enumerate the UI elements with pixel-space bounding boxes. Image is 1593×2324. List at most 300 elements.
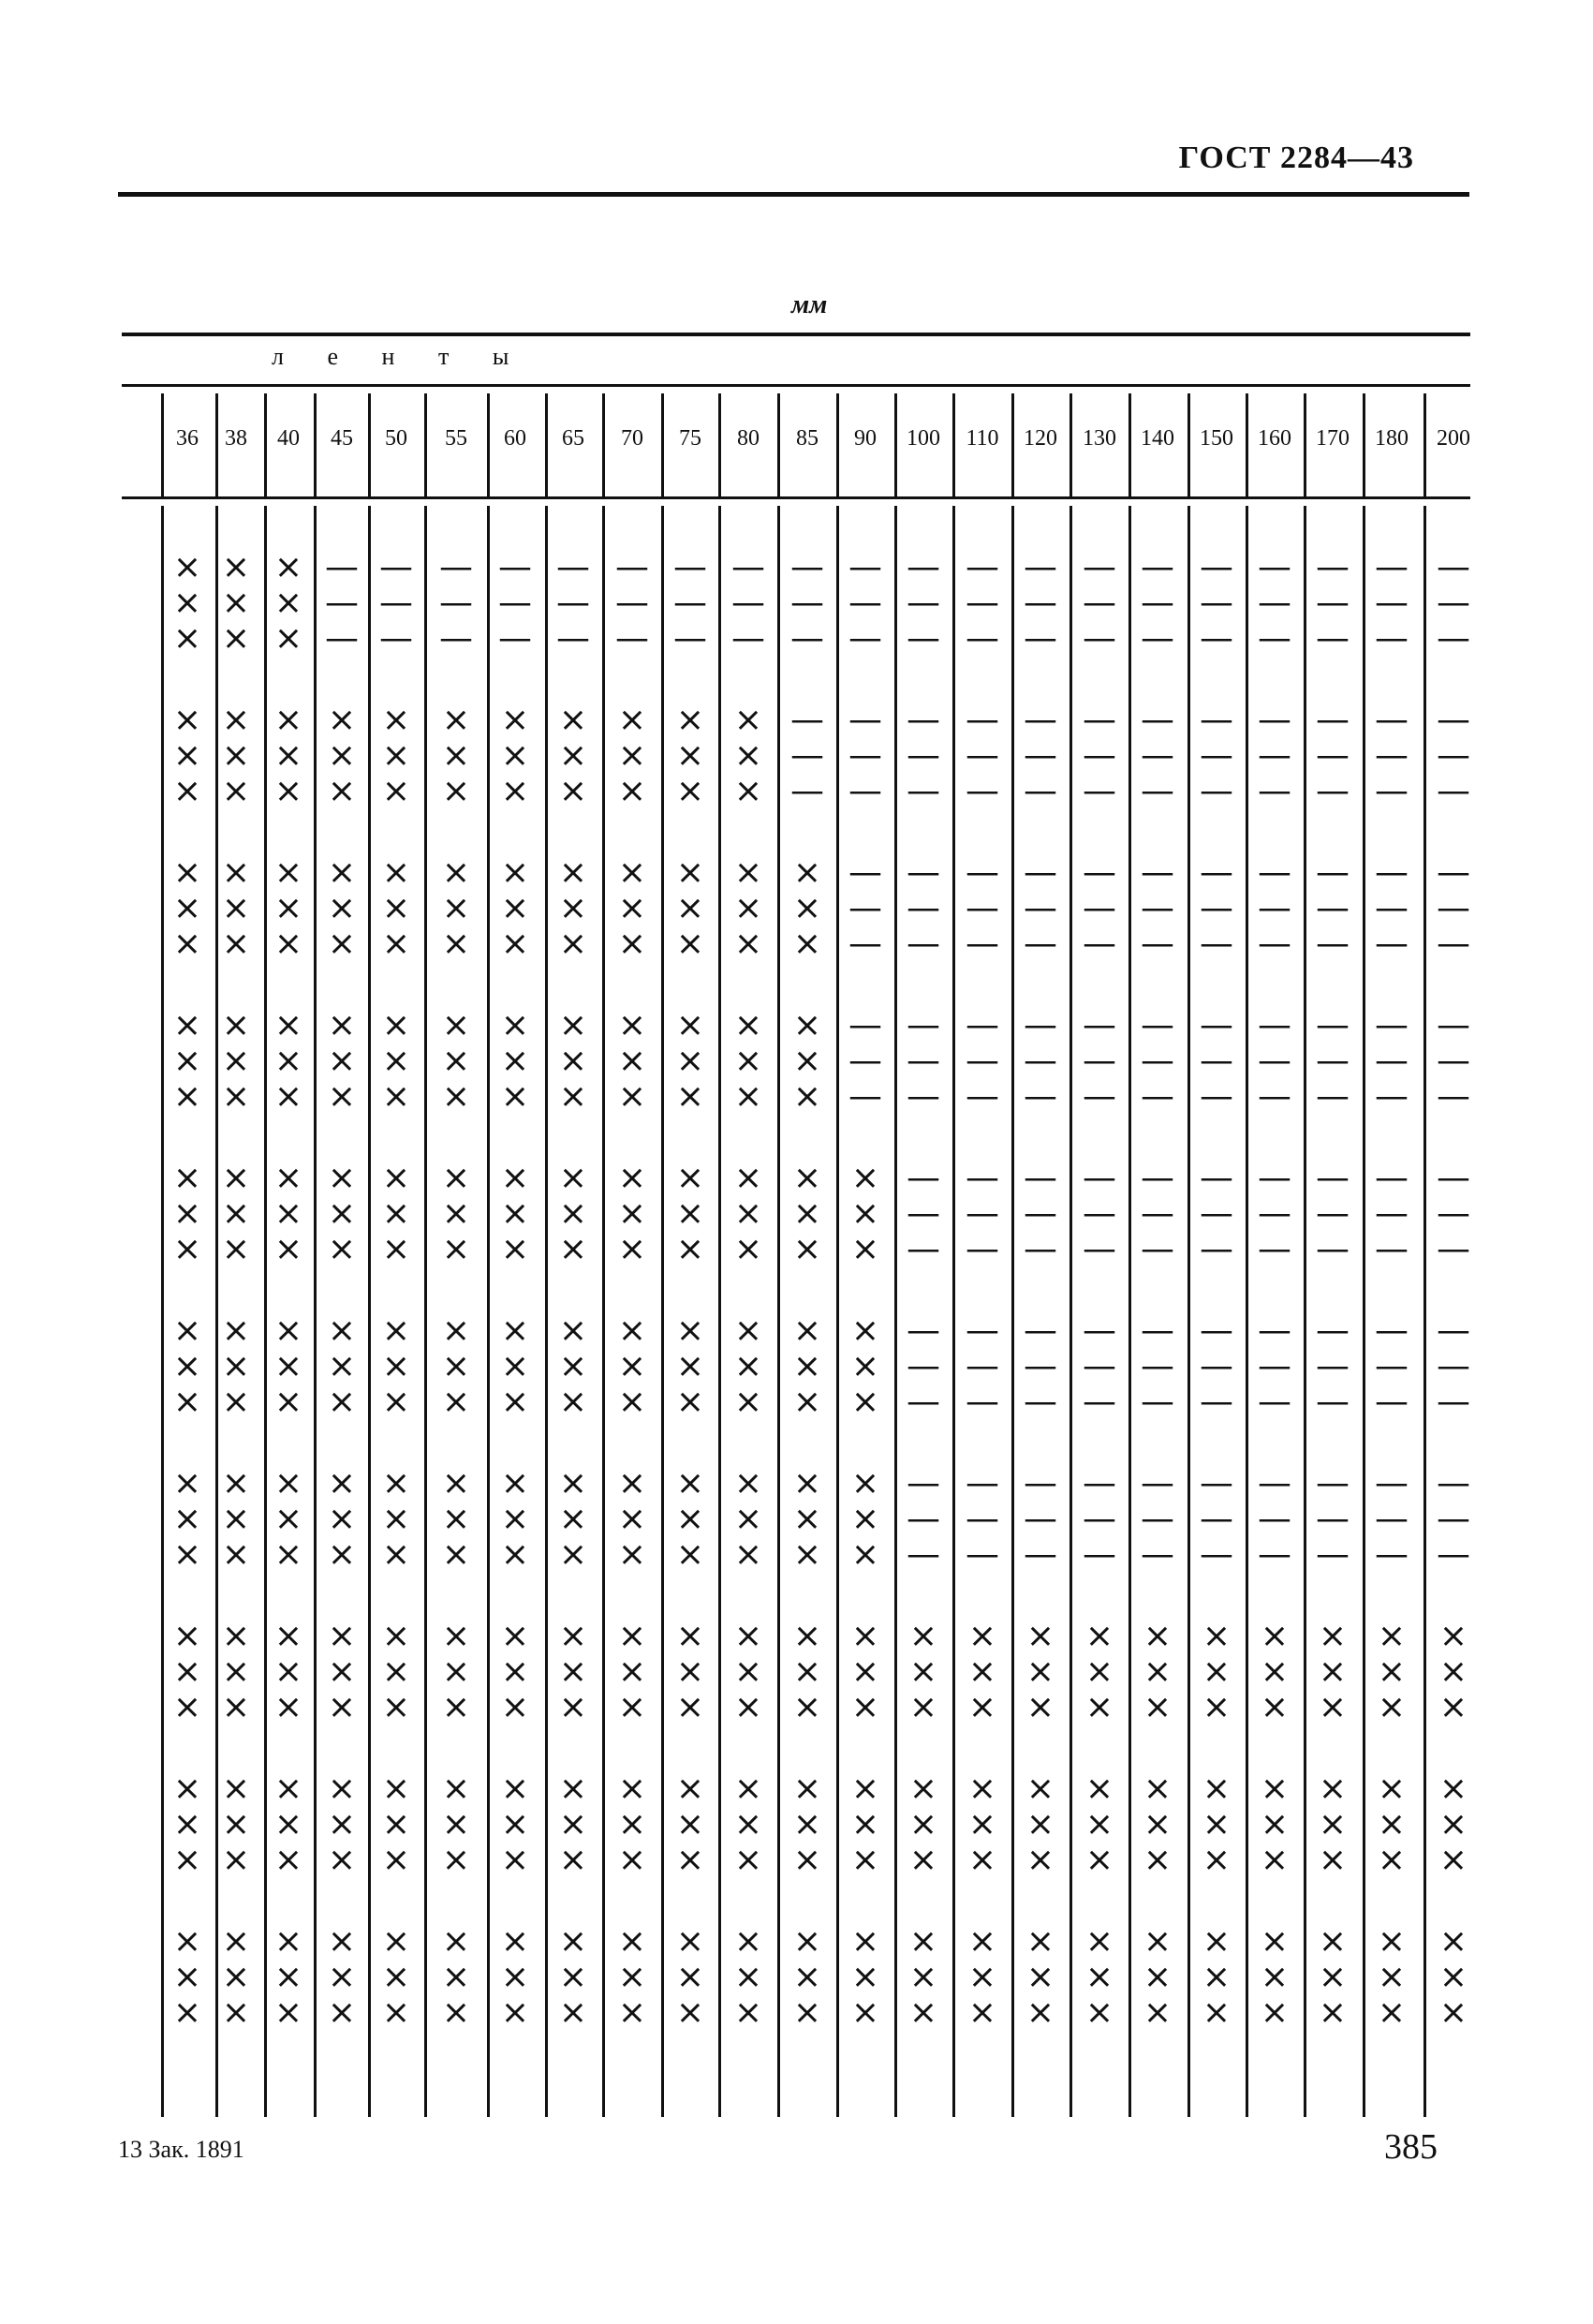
- cross-mark: ×: [327, 1688, 357, 1726]
- cross-mark: ×: [617, 1841, 647, 1879]
- dash-mark: —: [1200, 889, 1233, 927]
- dash-mark: —: [1083, 736, 1116, 775]
- cross-mark: ×: [1438, 1958, 1468, 1996]
- cross-mark: ×: [441, 1500, 471, 1538]
- cross-mark: ×: [172, 1383, 202, 1421]
- cross-mark: ×: [558, 1805, 588, 1843]
- cross-mark: ×: [441, 1383, 471, 1421]
- cross-mark: ×: [327, 889, 357, 927]
- cross-mark: ×: [500, 1230, 530, 1268]
- cross-mark: ×: [792, 889, 822, 927]
- cross-mark: ×: [792, 925, 822, 963]
- cross-mark: ×: [792, 1769, 822, 1808]
- cross-mark: ×: [381, 1464, 411, 1502]
- cross-mark: ×: [500, 1042, 530, 1080]
- cross-mark: ×: [221, 1311, 251, 1350]
- dash-mark: —: [1141, 853, 1174, 892]
- dash-mark: —: [966, 772, 999, 810]
- dash-mark: —: [848, 853, 882, 892]
- dash-mark: —: [731, 584, 765, 622]
- dash-mark: —: [1141, 1383, 1174, 1421]
- column-divider: [368, 506, 371, 2117]
- cross-mark: ×: [327, 772, 357, 810]
- cross-mark: ×: [221, 1688, 251, 1726]
- dash-mark: —: [1316, 1077, 1350, 1116]
- cross-mark: ×: [1377, 1958, 1407, 1996]
- cross-mark: ×: [733, 1347, 763, 1385]
- dash-mark: —: [1258, 736, 1291, 775]
- cross-mark: ×: [221, 1805, 251, 1843]
- cross-mark: ×: [1143, 1958, 1173, 1996]
- dash-mark: —: [848, 1006, 882, 1044]
- dash-mark: —: [790, 772, 824, 810]
- cross-mark: ×: [327, 1347, 357, 1385]
- cross-mark: ×: [733, 1993, 763, 2032]
- cross-mark: ×: [733, 889, 763, 927]
- cross-mark: ×: [850, 1535, 880, 1574]
- cross-mark: ×: [1318, 1769, 1348, 1808]
- column-heading-140: 140: [1141, 426, 1174, 451]
- cross-mark: ×: [733, 1841, 763, 1879]
- column-divider: [545, 506, 548, 2117]
- cross-mark: ×: [500, 1464, 530, 1502]
- cross-mark: ×: [381, 1006, 411, 1044]
- cross-mark: ×: [327, 1993, 357, 2032]
- cross-mark: ×: [273, 1922, 303, 1961]
- dash-mark: —: [907, 1383, 940, 1421]
- dash-mark: —: [1437, 1383, 1470, 1421]
- dash-mark: —: [1258, 1006, 1291, 1044]
- dash-mark: —: [1437, 1077, 1470, 1116]
- cross-mark: ×: [221, 1958, 251, 1996]
- cross-mark: ×: [221, 889, 251, 927]
- dash-mark: —: [848, 1077, 882, 1116]
- cross-mark: ×: [908, 1617, 938, 1655]
- column-divider: [487, 506, 490, 2117]
- cross-mark: ×: [1143, 1769, 1173, 1808]
- header-row-bottom-rule: [122, 496, 1470, 499]
- cross-mark: ×: [1025, 1688, 1055, 1726]
- cross-mark: ×: [381, 889, 411, 927]
- cross-mark: ×: [381, 1769, 411, 1808]
- dash-mark: —: [790, 548, 824, 586]
- dash-mark: —: [1083, 1042, 1116, 1080]
- dash-mark: —: [673, 584, 707, 622]
- cross-mark: ×: [1260, 1958, 1290, 1996]
- cross-mark: ×: [327, 1194, 357, 1233]
- cross-mark: ×: [273, 1617, 303, 1655]
- cross-mark: ×: [850, 1805, 880, 1843]
- dash-mark: —: [1437, 925, 1470, 963]
- cross-mark: ×: [1260, 1993, 1290, 2032]
- header-rule: [118, 192, 1469, 197]
- cross-mark: ×: [500, 1805, 530, 1843]
- cross-mark: ×: [675, 1769, 705, 1808]
- dash-mark: —: [1200, 1006, 1233, 1044]
- column-divider: [1363, 506, 1365, 2117]
- cross-mark: ×: [273, 1841, 303, 1879]
- cross-mark: ×: [441, 1535, 471, 1574]
- cross-mark: ×: [558, 853, 588, 892]
- cross-mark: ×: [617, 1652, 647, 1691]
- group-letter: л: [272, 343, 284, 370]
- dash-mark: —: [1437, 772, 1470, 810]
- cross-mark: ×: [617, 1194, 647, 1233]
- column-heading-110: 110: [966, 426, 999, 451]
- dash-mark: —: [1083, 701, 1116, 739]
- cross-mark: ×: [273, 1006, 303, 1044]
- cross-mark: ×: [500, 1006, 530, 1044]
- column-divider: [1423, 506, 1426, 2117]
- cross-mark: ×: [1318, 1922, 1348, 1961]
- cross-mark: ×: [1318, 1958, 1348, 1996]
- cross-mark: ×: [1202, 1688, 1232, 1726]
- cross-mark: ×: [558, 1383, 588, 1421]
- cross-mark: ×: [850, 1652, 880, 1691]
- column-heading-150: 150: [1200, 426, 1233, 451]
- cross-mark: ×: [273, 925, 303, 963]
- dash-mark: —: [1024, 1311, 1057, 1350]
- cross-mark: ×: [1318, 1652, 1348, 1691]
- cross-mark: ×: [617, 853, 647, 892]
- column-divider: [264, 506, 267, 2117]
- cross-mark: ×: [500, 1347, 530, 1385]
- dash-mark: —: [1437, 1535, 1470, 1574]
- cross-mark: ×: [558, 1652, 588, 1691]
- dash-mark: —: [1258, 772, 1291, 810]
- dash-mark: —: [907, 1077, 940, 1116]
- dash-mark: —: [1437, 1042, 1470, 1080]
- cross-mark: ×: [221, 1652, 251, 1691]
- dash-mark: —: [1316, 584, 1350, 622]
- cross-mark: ×: [273, 548, 303, 586]
- cross-mark: ×: [1025, 1769, 1055, 1808]
- dash-mark: —: [1316, 1159, 1350, 1197]
- dash-mark: —: [1316, 1464, 1350, 1502]
- cross-mark: ×: [221, 1617, 251, 1655]
- cross-mark: ×: [558, 1993, 588, 2032]
- column-divider: [952, 506, 955, 2117]
- cross-mark: ×: [221, 1841, 251, 1879]
- cross-mark: ×: [792, 1652, 822, 1691]
- cross-mark: ×: [1143, 1922, 1173, 1961]
- cross-mark: ×: [967, 1922, 997, 1961]
- cross-mark: ×: [675, 772, 705, 810]
- cross-mark: ×: [221, 1464, 251, 1502]
- cross-mark: ×: [675, 1464, 705, 1502]
- dash-mark: —: [1375, 1347, 1409, 1385]
- cross-mark: ×: [733, 1006, 763, 1044]
- dash-mark: —: [1316, 548, 1350, 586]
- cross-mark: ×: [558, 925, 588, 963]
- dash-mark: —: [1200, 1159, 1233, 1197]
- dash-mark: —: [1083, 1535, 1116, 1574]
- dash-mark: —: [1258, 1230, 1291, 1268]
- column-heading-120: 120: [1024, 426, 1057, 451]
- dash-mark: —: [907, 548, 940, 586]
- cross-mark: ×: [792, 1383, 822, 1421]
- cross-mark: ×: [441, 1077, 471, 1116]
- dash-mark: —: [966, 701, 999, 739]
- cross-mark: ×: [381, 772, 411, 810]
- dash-mark: —: [966, 584, 999, 622]
- dash-mark: —: [1141, 925, 1174, 963]
- cross-mark: ×: [967, 1993, 997, 2032]
- column-heading-36: 36: [176, 426, 199, 451]
- dash-mark: —: [1437, 548, 1470, 586]
- dash-mark: —: [1258, 1042, 1291, 1080]
- cross-mark: ×: [172, 736, 202, 775]
- dash-mark: —: [1024, 1042, 1057, 1080]
- cross-mark: ×: [1202, 1652, 1232, 1691]
- cross-mark: ×: [1084, 1617, 1114, 1655]
- cross-mark: ×: [172, 925, 202, 963]
- dash-mark: —: [1258, 548, 1291, 586]
- cross-mark: ×: [617, 1805, 647, 1843]
- dash-mark: —: [907, 1464, 940, 1502]
- dash-mark: —: [907, 584, 940, 622]
- column-heading-50: 50: [385, 426, 407, 451]
- cross-mark: ×: [967, 1769, 997, 1808]
- dash-mark: —: [1083, 889, 1116, 927]
- dash-mark: —: [1437, 1194, 1470, 1233]
- cross-mark: ×: [792, 1841, 822, 1879]
- cross-mark: ×: [221, 1194, 251, 1233]
- cross-mark: ×: [500, 1077, 530, 1116]
- cross-mark: ×: [675, 1993, 705, 2032]
- cross-mark: ×: [273, 1535, 303, 1574]
- cross-mark: ×: [733, 1617, 763, 1655]
- cross-mark: ×: [172, 1958, 202, 1996]
- cross-mark: ×: [1202, 1922, 1232, 1961]
- dash-mark: —: [1024, 1230, 1057, 1268]
- cross-mark: ×: [381, 736, 411, 775]
- dash-mark: —: [1141, 619, 1174, 658]
- cross-mark: ×: [1438, 1841, 1468, 1879]
- dash-mark: —: [673, 619, 707, 658]
- cross-mark: ×: [221, 701, 251, 739]
- dash-mark: —: [966, 1230, 999, 1268]
- dash-mark: —: [1141, 1194, 1174, 1233]
- dash-mark: —: [966, 1311, 999, 1350]
- dash-mark: —: [790, 701, 824, 739]
- cross-mark: ×: [273, 1464, 303, 1502]
- cross-mark: ×: [327, 1535, 357, 1574]
- cross-mark: ×: [675, 1006, 705, 1044]
- column-divider: [1069, 506, 1072, 2117]
- dash-mark: —: [1375, 736, 1409, 775]
- cross-mark: ×: [1377, 1652, 1407, 1691]
- cross-mark: ×: [675, 1652, 705, 1691]
- cross-mark: ×: [273, 1805, 303, 1843]
- column-divider: [1187, 506, 1190, 2117]
- cross-mark: ×: [172, 853, 202, 892]
- dash-mark: —: [1375, 1464, 1409, 1502]
- dash-mark: —: [1141, 772, 1174, 810]
- cross-mark: ×: [558, 1006, 588, 1044]
- cross-mark: ×: [172, 1993, 202, 2032]
- dash-mark: —: [1316, 1311, 1350, 1350]
- cross-mark: ×: [675, 1841, 705, 1879]
- column-divider: [1304, 506, 1306, 2117]
- dash-mark: —: [1258, 1311, 1291, 1350]
- cross-mark: ×: [500, 772, 530, 810]
- dash-mark: —: [1024, 772, 1057, 810]
- cross-mark: ×: [327, 853, 357, 892]
- cross-mark: ×: [617, 1769, 647, 1808]
- dash-mark: —: [1316, 1006, 1350, 1044]
- cross-mark: ×: [733, 1535, 763, 1574]
- dash-mark: —: [1258, 1347, 1291, 1385]
- cross-mark: ×: [792, 1922, 822, 1961]
- cross-mark: ×: [381, 1535, 411, 1574]
- dash-mark: —: [1083, 853, 1116, 892]
- dash-mark: —: [1375, 853, 1409, 892]
- cross-mark: ×: [1260, 1617, 1290, 1655]
- column-heading-75: 75: [679, 426, 701, 451]
- cross-mark: ×: [558, 1311, 588, 1350]
- page-number: 385: [1384, 2127, 1438, 2167]
- cross-mark: ×: [908, 1805, 938, 1843]
- dash-mark: —: [1024, 584, 1057, 622]
- dash-mark: —: [966, 889, 999, 927]
- cross-mark: ×: [617, 1006, 647, 1044]
- cross-mark: ×: [617, 701, 647, 739]
- cross-mark: ×: [675, 1958, 705, 1996]
- dash-mark: —: [1141, 1042, 1174, 1080]
- cross-mark: ×: [381, 1347, 411, 1385]
- cross-mark: ×: [675, 1383, 705, 1421]
- cross-mark: ×: [273, 1194, 303, 1233]
- cross-mark: ×: [792, 1347, 822, 1385]
- dash-mark: —: [1083, 548, 1116, 586]
- cross-mark: ×: [273, 1230, 303, 1268]
- cross-mark: ×: [1202, 1769, 1232, 1808]
- cross-mark: ×: [850, 1841, 880, 1879]
- cross-mark: ×: [558, 1769, 588, 1808]
- cross-mark: ×: [558, 1922, 588, 1961]
- dash-mark: —: [1083, 1077, 1116, 1116]
- cross-mark: ×: [381, 1841, 411, 1879]
- cross-mark: ×: [172, 1500, 202, 1538]
- dash-mark: —: [1200, 584, 1233, 622]
- dash-mark: —: [1375, 1311, 1409, 1350]
- cross-mark: ×: [1260, 1922, 1290, 1961]
- cross-mark: ×: [221, 548, 251, 586]
- dash-mark: —: [966, 1159, 999, 1197]
- dash-mark: —: [1141, 736, 1174, 775]
- dash-mark: —: [1083, 1500, 1116, 1538]
- cross-mark: ×: [441, 1464, 471, 1502]
- dash-mark: —: [1141, 1535, 1174, 1574]
- dash-mark: —: [1024, 1500, 1057, 1538]
- cross-mark: ×: [500, 1652, 530, 1691]
- cross-mark: ×: [792, 1194, 822, 1233]
- column-divider: [1128, 506, 1131, 2117]
- cross-mark: ×: [850, 1159, 880, 1197]
- dash-mark: —: [966, 1347, 999, 1385]
- cross-mark: ×: [675, 1688, 705, 1726]
- cross-mark: ×: [221, 1159, 251, 1197]
- dash-mark: —: [907, 1347, 940, 1385]
- dash-mark: —: [966, 1006, 999, 1044]
- dash-mark: —: [848, 925, 882, 963]
- cross-mark: ×: [617, 1077, 647, 1116]
- cross-mark: ×: [850, 1383, 880, 1421]
- dash-mark: —: [1258, 889, 1291, 927]
- cross-mark: ×: [1318, 1805, 1348, 1843]
- cross-mark: ×: [500, 1159, 530, 1197]
- dash-mark: —: [1200, 1464, 1233, 1502]
- cross-mark: ×: [327, 1500, 357, 1538]
- dash-mark: —: [1200, 736, 1233, 775]
- dash-mark: —: [1258, 925, 1291, 963]
- cross-mark: ×: [1260, 1652, 1290, 1691]
- column-divider: [718, 506, 721, 2117]
- column-heading-160: 160: [1258, 426, 1291, 451]
- cross-mark: ×: [1318, 1688, 1348, 1726]
- cross-mark: ×: [967, 1617, 997, 1655]
- column-divider: [1246, 506, 1248, 2117]
- cross-mark: ×: [733, 1805, 763, 1843]
- cross-mark: ×: [1377, 1841, 1407, 1879]
- column-divider: [314, 506, 317, 2117]
- table-top-rule: [122, 333, 1470, 336]
- cross-mark: ×: [1084, 1922, 1114, 1961]
- dash-mark: —: [966, 1500, 999, 1538]
- cross-mark: ×: [675, 1159, 705, 1197]
- cross-mark: ×: [221, 1922, 251, 1961]
- dash-mark: —: [1083, 1230, 1116, 1268]
- cross-mark: ×: [1260, 1841, 1290, 1879]
- dash-mark: —: [1258, 1464, 1291, 1502]
- dash-mark: —: [848, 1042, 882, 1080]
- cross-mark: ×: [273, 889, 303, 927]
- dash-mark: —: [1024, 889, 1057, 927]
- dash-mark: —: [1316, 736, 1350, 775]
- cross-mark: ×: [221, 772, 251, 810]
- cross-mark: ×: [617, 1230, 647, 1268]
- dash-mark: —: [966, 1042, 999, 1080]
- cross-mark: ×: [850, 1688, 880, 1726]
- cross-mark: ×: [1377, 1805, 1407, 1843]
- cross-mark: ×: [967, 1652, 997, 1691]
- cross-mark: ×: [850, 1500, 880, 1538]
- cross-mark: ×: [733, 1311, 763, 1350]
- cross-mark: ×: [1025, 1841, 1055, 1879]
- cross-mark: ×: [617, 1311, 647, 1350]
- dash-mark: —: [1200, 619, 1233, 658]
- cross-mark: ×: [1143, 1841, 1173, 1879]
- cross-mark: ×: [1084, 1993, 1114, 2032]
- dash-mark: —: [966, 1077, 999, 1116]
- cross-mark: ×: [273, 1159, 303, 1197]
- cross-mark: ×: [381, 925, 411, 963]
- dash-mark: —: [1141, 1077, 1174, 1116]
- dash-mark: —: [1024, 1194, 1057, 1233]
- cross-mark: ×: [273, 1077, 303, 1116]
- cross-mark: ×: [1377, 1922, 1407, 1961]
- dash-mark: —: [1083, 1006, 1116, 1044]
- cross-mark: ×: [500, 701, 530, 739]
- cross-mark: ×: [273, 1042, 303, 1080]
- cross-mark: ×: [733, 1958, 763, 1996]
- dash-mark: —: [1200, 701, 1233, 739]
- cross-mark: ×: [500, 1311, 530, 1350]
- cross-mark: ×: [967, 1688, 997, 1726]
- column-divider: [1011, 506, 1014, 2117]
- cross-mark: ×: [500, 1958, 530, 1996]
